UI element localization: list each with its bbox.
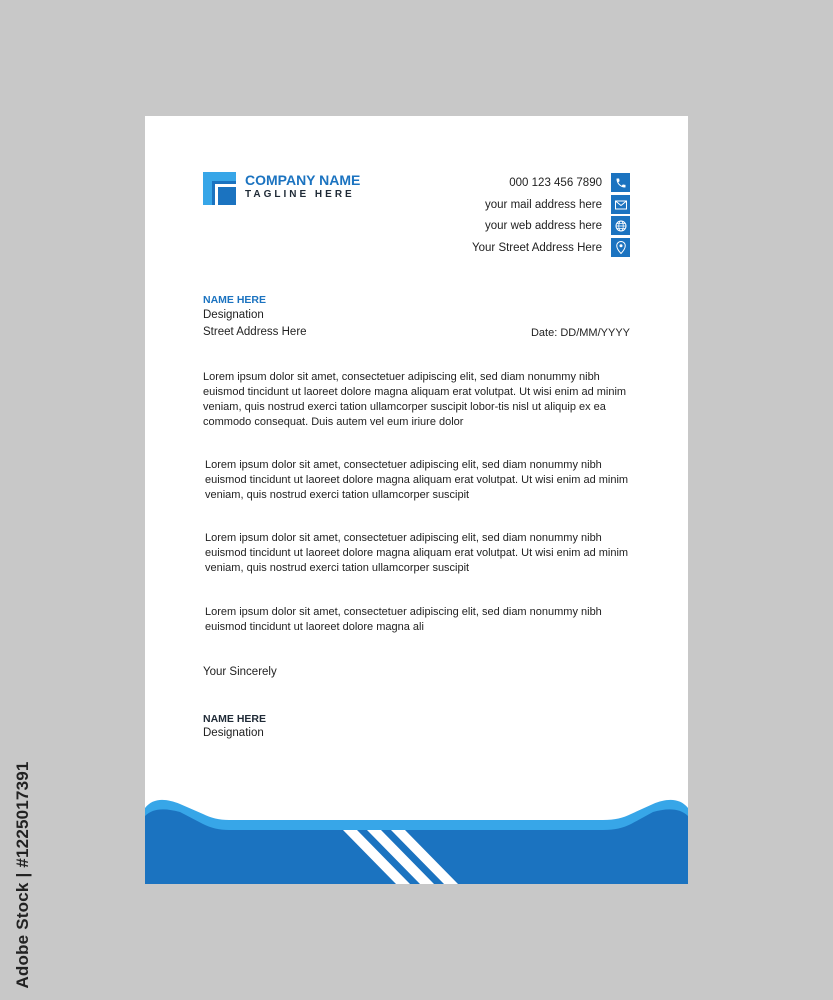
mail-icon (611, 195, 630, 214)
company-name: COMPANY NAME (245, 172, 361, 188)
adobe-stock-watermark (8, 760, 38, 990)
letter-date: Date: DD/MM/YYYY (530, 327, 630, 339)
phone-icon (611, 173, 630, 192)
body-paragraph-2: Lorem ipsum dolor sit amet, consectetuer adipiscing elit, sed diam nonummy nibh euismod tincidunt ut laoreet dolore magna aliquam erat volutpat. Ut wisi enim ad minim veniam, quis nostrud exerci tation ullamcorper suscipit (205, 459, 629, 501)
body-paragraph-3: Lorem ipsum dolor sit amet, consectetuer adipiscing elit, sed diam nonummy nibh euismod tincidunt ut laoreet dolore magna aliquam erat volutpat. Ut wisi enim ad minim veniam, quis nostrud exerci tation ullamcorper suscipit (205, 532, 629, 574)
address-text: Your Street Address Here (472, 241, 602, 254)
watermark-text: Adobe Stock | #1225017391 (13, 761, 32, 989)
recipient-name: NAME HERE (203, 294, 267, 306)
recipient-street-address: Street Address Here (203, 326, 307, 338)
body-paragraph-1: Lorem ipsum dolor sit amet, consectetuer adipiscing elit, sed diam nonummy nibh euismod tincidunt ut laoreet dolore magna aliquam erat volutpat. Ut wisi enim ad minim veniam, quis nostrud exerci tation ullamcorper suscipit lobor-tis nisl ut aliquip ex ea commodo consequat. Duis autem vel eum iriure dolor (203, 371, 627, 428)
location-icon (611, 238, 630, 257)
phone-text: 000 123 456 7890 (509, 176, 602, 189)
signature-name: NAME HERE (203, 713, 267, 725)
contact-web (485, 216, 630, 235)
body-paragraph-4: Lorem ipsum dolor sit amet, consectetuer adipiscing elit, sed diam nonummy nibh euismod tincidunt ut laoreet dolore magna ali (205, 606, 602, 633)
contact-address (472, 238, 630, 257)
letterhead-page (145, 116, 688, 884)
contact-phone (509, 173, 630, 192)
web-text: your web address here (485, 219, 602, 232)
email-text: your mail address here (485, 198, 602, 211)
closing-salutation: Your Sincerely (203, 666, 277, 678)
recipient-designation: Designation (203, 309, 264, 321)
contact-email (485, 195, 630, 214)
signature-designation: Designation (203, 727, 264, 739)
footer-wave-decoration (145, 798, 688, 884)
company-logo-icon (203, 172, 236, 205)
globe-icon (611, 216, 630, 235)
company-tagline: TAGLINE HERE (245, 189, 355, 200)
